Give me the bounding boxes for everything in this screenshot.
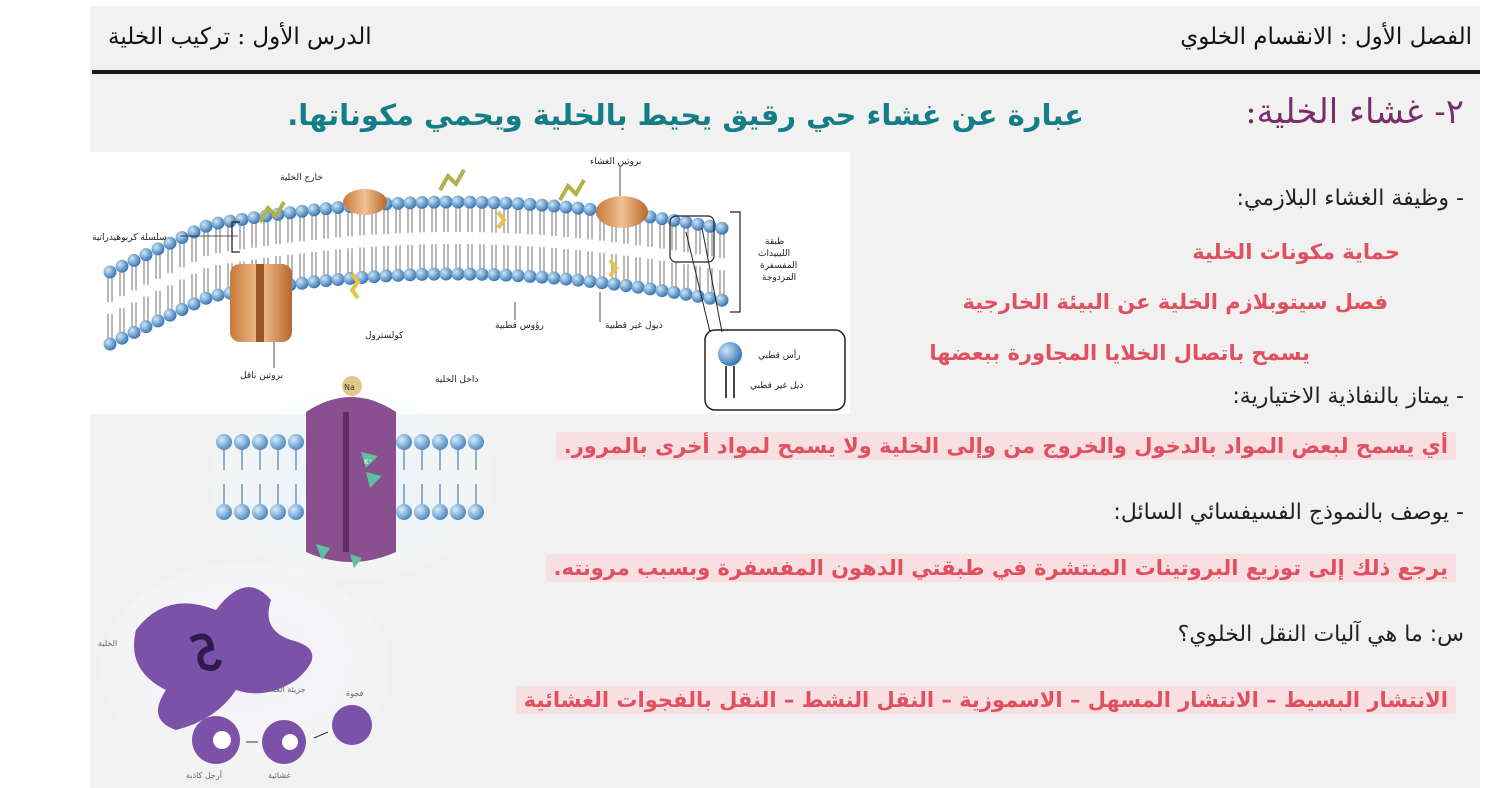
functions-heading: - وظيفة الغشاء البلازمي: [1236, 186, 1464, 211]
function-item-2: فصل سيتوبلازم الخلية عن البيئة الخارجية [962, 290, 1388, 314]
label-polar-head: رأس قطبي [758, 351, 801, 361]
label-polar-heads: رؤوس قطبية [495, 321, 544, 331]
transport-answer: الانتشار البسيط – الانتشار المسهل – الاسموزية – النقل النشط – النقل بالفجوات الغشائية [516, 686, 1456, 714]
label-carbohydrate-chain: سلسلة كربوهيدراتية [92, 233, 167, 243]
label-k1: K⁺ [364, 458, 373, 466]
function-item-1: حماية مكونات الخلية [1192, 240, 1400, 264]
chapter-header: الفصل الأول : الانقسام الخلوي [1180, 24, 1472, 50]
label-nonpolar-tails: ذيول غير قطبية [605, 321, 663, 331]
header-divider [92, 70, 1480, 74]
label-bilayer-1: طبقة [765, 237, 785, 247]
label-membrane-protein: بروتين الغشاء [590, 157, 642, 167]
permeability-heading: - يمتاز بالنفاذية الاختيارية: [1232, 384, 1464, 409]
label-nonpolar-tail: ذيل غير قطبي [750, 381, 804, 391]
label-bilayer-4: المزدوجة [762, 273, 797, 283]
label-inside: داخل الخلية [435, 375, 479, 385]
permeability-text: أي يسمح لبعض المواد بالدخول والخروج من وإلى الخلية ولا يسمح لمواد أخرى بالمرور. [556, 432, 1456, 460]
label-cell: الخلية [98, 639, 118, 648]
label-outside: خارج الخلية [280, 173, 323, 183]
label-bilayer-3: المفسفرة [760, 261, 798, 271]
label-bilayer-2: الليبيدات [758, 249, 791, 259]
label-cholesterol: كولسترول [365, 331, 404, 341]
transport-question: س: ما هي آليات النقل الخلوي؟ [1177, 622, 1464, 647]
label-food-particle: جزيئة الغذاء [266, 685, 306, 694]
label-vesicle: غشائية [268, 771, 291, 780]
lesson-header: الدرس الأول : تركيب الخلية [108, 24, 372, 50]
amoeba-phagocytosis-illustration [96, 560, 386, 782]
sodium-potassium-pump-illustration [206, 372, 496, 582]
function-item-3: يسمح باتصال الخلايا المجاورة ببعضها [929, 341, 1310, 365]
fluid-mosaic-heading: - يوصف بالنموذج الفسيفسائي السائل: [1113, 500, 1464, 525]
section-title: ٢- غشاء الخلية: [1245, 92, 1464, 132]
fluid-mosaic-text: يرجع ذلك إلى توزيع البروتينات المنتشرة في طبقتي الدهون المفسفرة وبسبب مرونته. [546, 554, 1456, 582]
label-vacuole: فجوة [346, 689, 364, 698]
label-na: Na [344, 383, 355, 392]
label-transport-protein: بروتين ناقل [240, 371, 284, 381]
label-pseudopod: أرجل كاذبة [186, 771, 222, 780]
title-row [164, 92, 1464, 144]
membrane-definition: عبارة عن غشاء حي رقيق يحيط بالخلية ويحمي مكوناتها. [287, 98, 1084, 132]
